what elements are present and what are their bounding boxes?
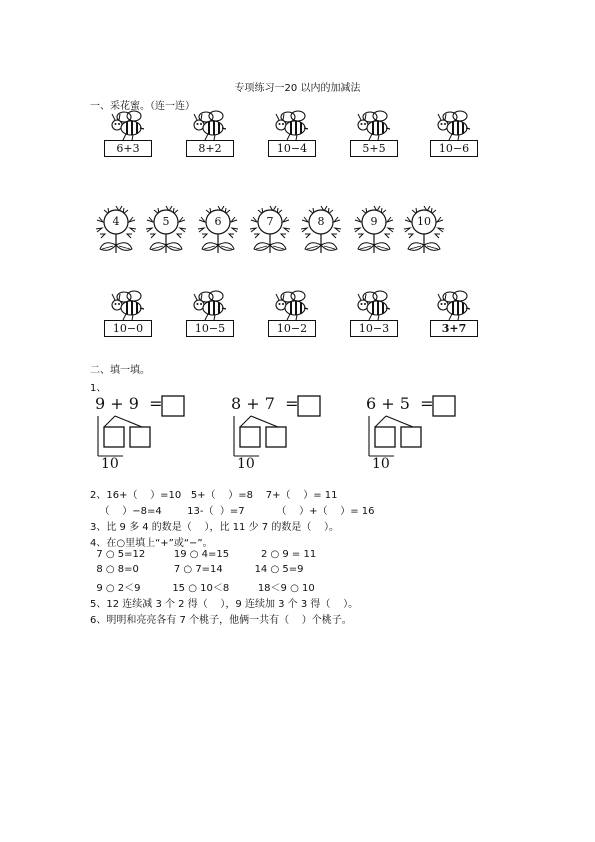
bee-icon xyxy=(424,290,484,322)
equation-text: 8 + 7 = xyxy=(231,394,299,413)
bee-card[interactable] xyxy=(180,290,240,348)
bee-expression: 10−6 xyxy=(430,140,478,157)
flower[interactable] xyxy=(403,205,449,255)
split-ten-diagram xyxy=(366,394,476,474)
bee-expression: 10−3 xyxy=(350,320,398,337)
ten-label: 10 xyxy=(101,456,119,472)
question-5: 5、12 连续减 3 个 2 得（ ），9 连续加 3 个 3 得（ ）。 xyxy=(90,599,359,610)
bee-expression: 8+2 xyxy=(186,140,234,157)
bee-icon xyxy=(180,290,240,322)
flower[interactable] xyxy=(300,205,346,255)
bee-icon xyxy=(262,110,322,142)
bee-icon xyxy=(262,290,322,322)
split-ten-diagram xyxy=(231,394,341,474)
bee-card[interactable] xyxy=(344,290,404,348)
split-box-right[interactable] xyxy=(130,427,150,447)
bee-card[interactable] xyxy=(262,110,322,168)
split-box-left[interactable] xyxy=(375,427,395,447)
flower-number: 4 xyxy=(112,215,120,228)
flower[interactable] xyxy=(145,205,191,255)
flower[interactable] xyxy=(197,205,243,255)
split-box-left[interactable] xyxy=(104,427,124,447)
question-6: 6、明明和亮亮各有 7 个桃子，他俩一共有（ ）个桃子。 xyxy=(90,615,352,626)
flower-number: 9 xyxy=(370,215,378,228)
bee-card[interactable] xyxy=(98,110,158,168)
bees-top-row xyxy=(90,110,490,170)
question-4-row2: 8 ○ 8=0 7 ○ 7=14 14 ○ 5=9 xyxy=(90,564,304,575)
flower-number: 8 xyxy=(317,215,325,228)
bee-card[interactable] xyxy=(424,110,484,168)
bee-expression: 10−5 xyxy=(186,320,234,337)
flower-number: 7 xyxy=(266,215,274,228)
bee-expression: 10−2 xyxy=(268,320,316,337)
bee-card[interactable] xyxy=(180,110,240,168)
question-1-label: 1、 xyxy=(90,383,107,394)
bee-expression: 10−0 xyxy=(104,320,152,337)
flower[interactable] xyxy=(95,205,141,255)
question-2-line2: （ ）−8=4 13-（ ）=7 （ ）+（ ）= 16 xyxy=(90,506,375,517)
question-2-line1: 2、16+（ ）=10 5+（ ）=8 7+（ ）= 11 xyxy=(90,490,338,501)
bee-expression: 6+3 xyxy=(104,140,152,157)
bee-icon xyxy=(424,110,484,142)
bee-card[interactable] xyxy=(424,290,484,348)
ten-label: 10 xyxy=(237,456,255,472)
bee-card[interactable] xyxy=(344,110,404,168)
equation-text: 9 + 9 = xyxy=(95,394,163,413)
bee-icon xyxy=(344,290,404,322)
split-box-right[interactable] xyxy=(266,427,286,447)
split-box-right[interactable] xyxy=(401,427,421,447)
split-ten-diagram xyxy=(95,394,205,474)
ten-label: 10 xyxy=(372,456,390,472)
bee-expression: 5+5 xyxy=(350,140,398,157)
flower-number: 5 xyxy=(162,215,170,228)
bee-expression: 3+7 xyxy=(430,320,478,337)
answer-box[interactable] xyxy=(298,396,320,416)
bee-icon xyxy=(344,110,404,142)
bees-bottom-row xyxy=(90,290,490,350)
bee-icon xyxy=(98,110,158,142)
section2-heading: 二、填一填。 xyxy=(90,365,150,376)
bee-card[interactable] xyxy=(262,290,322,348)
bee-icon xyxy=(180,110,240,142)
question-3: 3、比 9 多 4 的数是（ ），比 11 少 7 的数是（ ）。 xyxy=(90,522,340,533)
page-title: 专项练习一20 以内的加减法 xyxy=(234,83,361,94)
bee-expression: 10−4 xyxy=(268,140,316,157)
split-box-left[interactable] xyxy=(240,427,260,447)
answer-box[interactable] xyxy=(433,396,455,416)
flowers-row xyxy=(95,205,455,260)
equation-text: 6 + 5 = xyxy=(366,394,434,413)
flower-number: 6 xyxy=(214,215,222,228)
flower[interactable] xyxy=(249,205,295,255)
bee-icon xyxy=(98,290,158,322)
section1-heading: 一、采花蜜。（连一连） xyxy=(90,101,195,112)
flower-number: 10 xyxy=(417,215,431,228)
question-4-row1: 7 ○ 5=12 19 ○ 4=15 2 ○ 9 = 11 xyxy=(90,549,317,560)
bee-card[interactable] xyxy=(98,290,158,348)
question-4-row3: 9 ○ 2＜9 15 ○ 10＜8 18＜9 ○ 10 xyxy=(90,583,315,594)
answer-box[interactable] xyxy=(162,396,184,416)
flower[interactable] xyxy=(353,205,399,255)
question-4-heading: 4、在○里填上“+”或“−”。 xyxy=(90,538,213,549)
